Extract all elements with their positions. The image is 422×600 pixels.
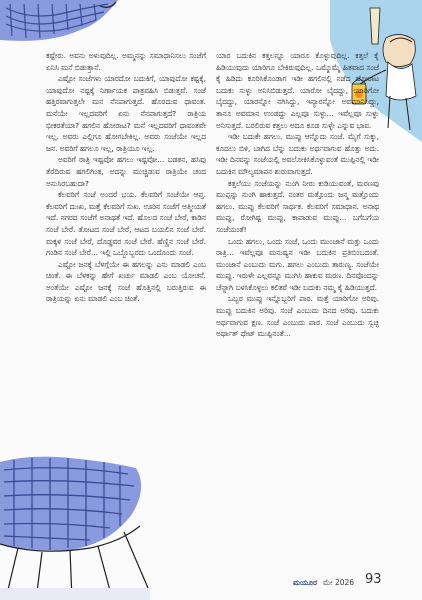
paragraph: ಕಷ್ಟೇರು. ಅವನು ಅಳುವುದಿಲ್ಲ. ಅಮ್ಮನನ್ನು ಸಮಾಧಾನಿಸಲು ಸಂಜೆಗೆ ಏನಿಸಿ ಮನೆ ಬಿಡುತ್ತಾನೆ. [46, 51, 206, 72]
right-column [216, 50, 379, 340]
paragraph: ಅವರಿಗೆ ರಾತ್ರಿ ಇಷ್ಟವೋ ಹಗಲು ಇಷ್ಟವೋ... ಬಡತನ, ಹಸಿವು ತೆರೆದಿರುವ ಹಗಲಿಗಿಂತ, ಅದನ್ನು ಮುಚ್ಚಿಡುವ ರಾತ್ರಿಯೇ ಚಂದ ಅನುಸಿರಬಹುದಾ? [46, 155, 206, 188]
paragraph: ಎಷ್ಟೋ ಜನಕ್ಕೆ ಬೆಳಗ್ಗೆಯೇ ಈ ಹಗಲನ್ನು ಎನು ಮಾಡಲಿ ಎಂಬ ಚಿಂತೆ. ಈ ಬೆಳಕನ್ನು ಹೇಗೆ ಖರ್ಚು ಮಾಡಲಿ ಎಂಬ ಯೋಚನೆ. ಅಂತೆಯೇ ಎಷ್ಟೋ ಜನಕ್ಕೆ ಸಂಜೆ ಹೊತ್ತಿನಲ್ಲಿ ಬರುತ್ತಿರುವ ಈ ರಾತ್ರಿಯನ್ನು ಏನು ಮಾಡಲಿ ಎಂಬ ಚಿಂತೆ. [46, 259, 206, 304]
page-number: 93 [365, 572, 382, 587]
page-footer [0, 572, 422, 594]
paragraph: ಒಬ್ಬರ ಮುಪ್ಪು ಇನ್ನೊಬ್ಬರಿಗೆ ಪಾಠ. ಮತ್ತೆ ಯಾರಿಗೋ ಅರಿವು. ಮುಪ್ಪು ಬದುಕಿನ ಅರಿವು. ಸಂಜೆ ಎಂಬುದು ದಿನದ ಅರಿವು. ಬದುಕು ಅರ್ಥವಾಗುವ ಕ್ಷಣ. ಸಂಜೆ ಎಂಬುದು ಪಾಠ. ಸಂಜೆ ಎಂಬುದು ಸ್ವಚ್ಛ ಅರ್ಥಾತ್ ಧೇಟ್ ಮುಪ್ಪಿನಂತೆ... [216, 294, 379, 339]
paragraph: ಕೆಲವರಿಗೆ ಸಂಜೆ ಅಂದರೆ ಭಯ. ಕೆಲವರಿಗೆ ಸಂಜೆಯೇ ಆಪ್ತ. ಕೆಲವರಿಗೆ ದುಃಖ, ಮತ್ತೆ ಕೆಲವರಿಗೆ ಸುಖ. ಊರಿನ ಸಂಜೆಗೆ ಆತ್ಮೀಯತೆ ಇದೆ. ನಗರದ ಸಂಜೆಗೆ ಅನಾಥತೆ ಇದೆ. ಹೊಲದ ಸಂಜೆ ಬೇರೆ, ಕಾಡಿನ ಸಂಜೆ ಬೇರೆ. ತೋಟದ ಸಂಜೆ ಬೇರೆ, ಆಟದ ಬಯಲಿನ ಸಂಜೆ ಬೇರೆ. ಮಕ್ಕಳ ಸಂಜೆ ಬೇರೆ, ದೊಡ್ಡವರ ಸಂಜೆ ಬೇರೆ. ಹೆಣ್ಣಿನ ಸಂಜೆ ಬೇರೆ. ಗಂಡಿನ ಸಂಜೆ ಬೇರೆ... ಇಲ್ಲಿ ಒಬ್ಬೊಬ್ಬರದು ಒಂದೊಂದು ಸಂಜೆ. [46, 190, 206, 258]
paragraph: ಕತ್ತಲೆಯು ಸಂಜೆಯನ್ನು ನುಂಗಿ ನೀರು ಕುಡಿಯುವಂತೆ, ಮರಣವು ಮುಪ್ಪನ್ನು ನುಂಗಿ ಹಾಕುತ್ತದೆ. ನಂತರ ಮತ್ತೊಂದು ಜನ್ಮ ಮತ್ತೊಂದು ಹಗಲು. ಮುಪ್ಪು ಕೆಲವರಿಗೆ ಸಾರ್ಥಕ. ಕೆಲವರಿಗೆ ಸಮಾಧಾನ. ಅನಾಥ ಮುಪ್ಪು, ರೋಗಿಷ್ಟ ಮುಪ್ಪು, ಕಾಪಾಡುವ ಮುಪ್ಪು... ಬಗೆಬಗೆಯ ಸಂಜೆಯಂತೆ! [216, 178, 379, 234]
paragraph: ಯಾರ ಬದುಕಿನ ಕತ್ತಲನ್ನೂ ಯಾರೂ ಕೊಳ್ಳುವುದಿಲ್ಲ. ಕತ್ತಲೆ ಕೈ ಹಿಡಿಯುವುದು ಯಾರಿಗೂ ಬೇಕಿರುವುದಿಲ್ಲ. ಒಮ್ಮೊಮ್ಮೆ ಹಿತವಾದ ಸಂಜೆ ಕೈ ಹಿಡಿದು ಕೂರಿಸಿಕೊಂಡಾಗ ಇಡೀ ಹಗಲಿನಲ್ಲಿ ನಡೆದ ಹೋರಾಟ ಬದುಕು ಸುಳ್ಳು ಅನಿಸಿಬಿಡುತ್ತದೆ. ಯಾರೋ ಬೈದದ್ದು, ಯಾರಿಗೋ ಬೈದದ್ದು, ಯಾರನ್ನೋ ನಗಿಸಿದ್ದು, ಇನ್ಯಾರನ್ನೋ ಅವಮಾನಿಸಿದ್ದು, ತಾನೂ ಅವಮಾನ ಉಂಡದ್ದು ಎಲ್ಲವೂ ಸುಳ್ಳು... ಇವೆಲ್ಲವೂ ಸುಳ್ಳು ಅನಿಸುತ್ತದೆ. ಬರಲಿರುವ ಕತ್ತಲು ಅದೂ ಕೂಡ ಸುಳ್ಳೇ ಎನ್ನುವ ಭಾವ. [216, 51, 379, 130]
left-column [46, 50, 206, 305]
magazine-brand: ಮಯೂರ [293, 578, 317, 587]
basket-illustration-top [0, 0, 118, 48]
issue-date: ಮೇ 2026 [323, 578, 355, 587]
paragraph: ಒಂದು ಹಗಲು, ಒಂದು ಸಂಜೆ, ಒಂದು ಮುಂಜಾನೆ ಮತ್ತು ಒಂದು ರಾತ್ರಿ... ಇವೆಲ್ಲವೂ ಮನುಷ್ಯನ ಇಡೀ ಬದುಕಿನ ಪ್ರತಿಬಿಂಬದಂತೆ. ಮುಂಜಾನೆ ಎಂಬುದು ಮಗು. ಹಗಲು ಎಂಬುದು ತಾರುಣ್ಯ. ಸಂಜೆಯೇ ಮುಪ್ಪು. ಇರುಳೇ ಎಲ್ಲವನ್ನೂ ಮುಗಿಸಿ ಹಾಕುವ ಮರಣ. ದಿನವೊಂದನ್ನು ಚೆನ್ನಾಗಿ ಬಳಸಿಕೊಳ್ಳಲು ಕಲಿತರೆ ಇಡೀ ಬದುಕು ನಮ್ಮ ಕೈ ಹಿಡಿಯುತ್ತದೆ. [216, 236, 379, 292]
paragraph: ಎಷ್ಟೋ ಸಂಜೆಗಳು ಯಾರದೋ ಬದುಕಿಗೆ, ಯಾವುದೋ ಕಷ್ಟಕ್ಕೆ, ಯಾವುದೋ ನಷ್ಟಕ್ಕೆ ನಿರ್ಣಾಯಕ ಪಾತ್ರವಹಿಸಿ ಬಿಡುತ್ತವೆ. ಸಂಜೆ ಹತ್ತಿರವಾಗುತ್ತಲೇ ಮನ ನೆನಪಾಗುತ್ತದೆ. ಹೊರದುವ ಧಾವಂತ. ಮನೆಯೇ ಇಲ್ಲದವರಿಗೆ ಏನು ನೆನಪಾಗುತ್ತದೆ? ರಾತ್ರಿಯ ಭೀಕರತೆಯಾ? ಹಗಲಿನ ಹೋರಾಟ? ಮನೆ ಇಲ್ಲದವರಿಗೆ ಧಾವಂತವೇ ಇಲ್ಲ. ಅವರು ಎಲ್ಲಿಗೂ ಹೋಗಬೇಕಿಲ್ಲ. ಅವರು ಸಂಜೆಯೇ ಇಲ್ಲದ ಜನ. ಅವರಿಗೆ ಹಗಲೂ ಇಲ್ಲ, ರಾತ್ರಿಯೂ ಇಲ್ಲ. [46, 74, 206, 153]
paragraph: ಇಡೀ ಬದುಕೇ ಹಗಲು. ಮುಪ್ಪು ಆನ್ನೊದು ಸಂಜೆ. ಮೈಗೆ ಸುಕ್ಕು, ಕೂದಲು ಬಿಳಿ, ಬಾಗಿದ ಬೆನ್ನು ಬದುಕು ಅರ್ಥವಾಗುವ ಹೊತ್ತು ಅದು. ಇಡೀ ದಿನವನ್ನು ಸಂಜೆಯಲ್ಲಿ ಅವಲೋಕಿಸಿಕೊಳ್ಳುವಂತೆ ಮುಪ್ಪಿನಲ್ಲಿ ಇಡೀ ಬದುಕಿನ ಮೌಲ್ಯಮಾಪನ ಶುರುವಾಗುತ್ತದೆ. [216, 132, 379, 176]
